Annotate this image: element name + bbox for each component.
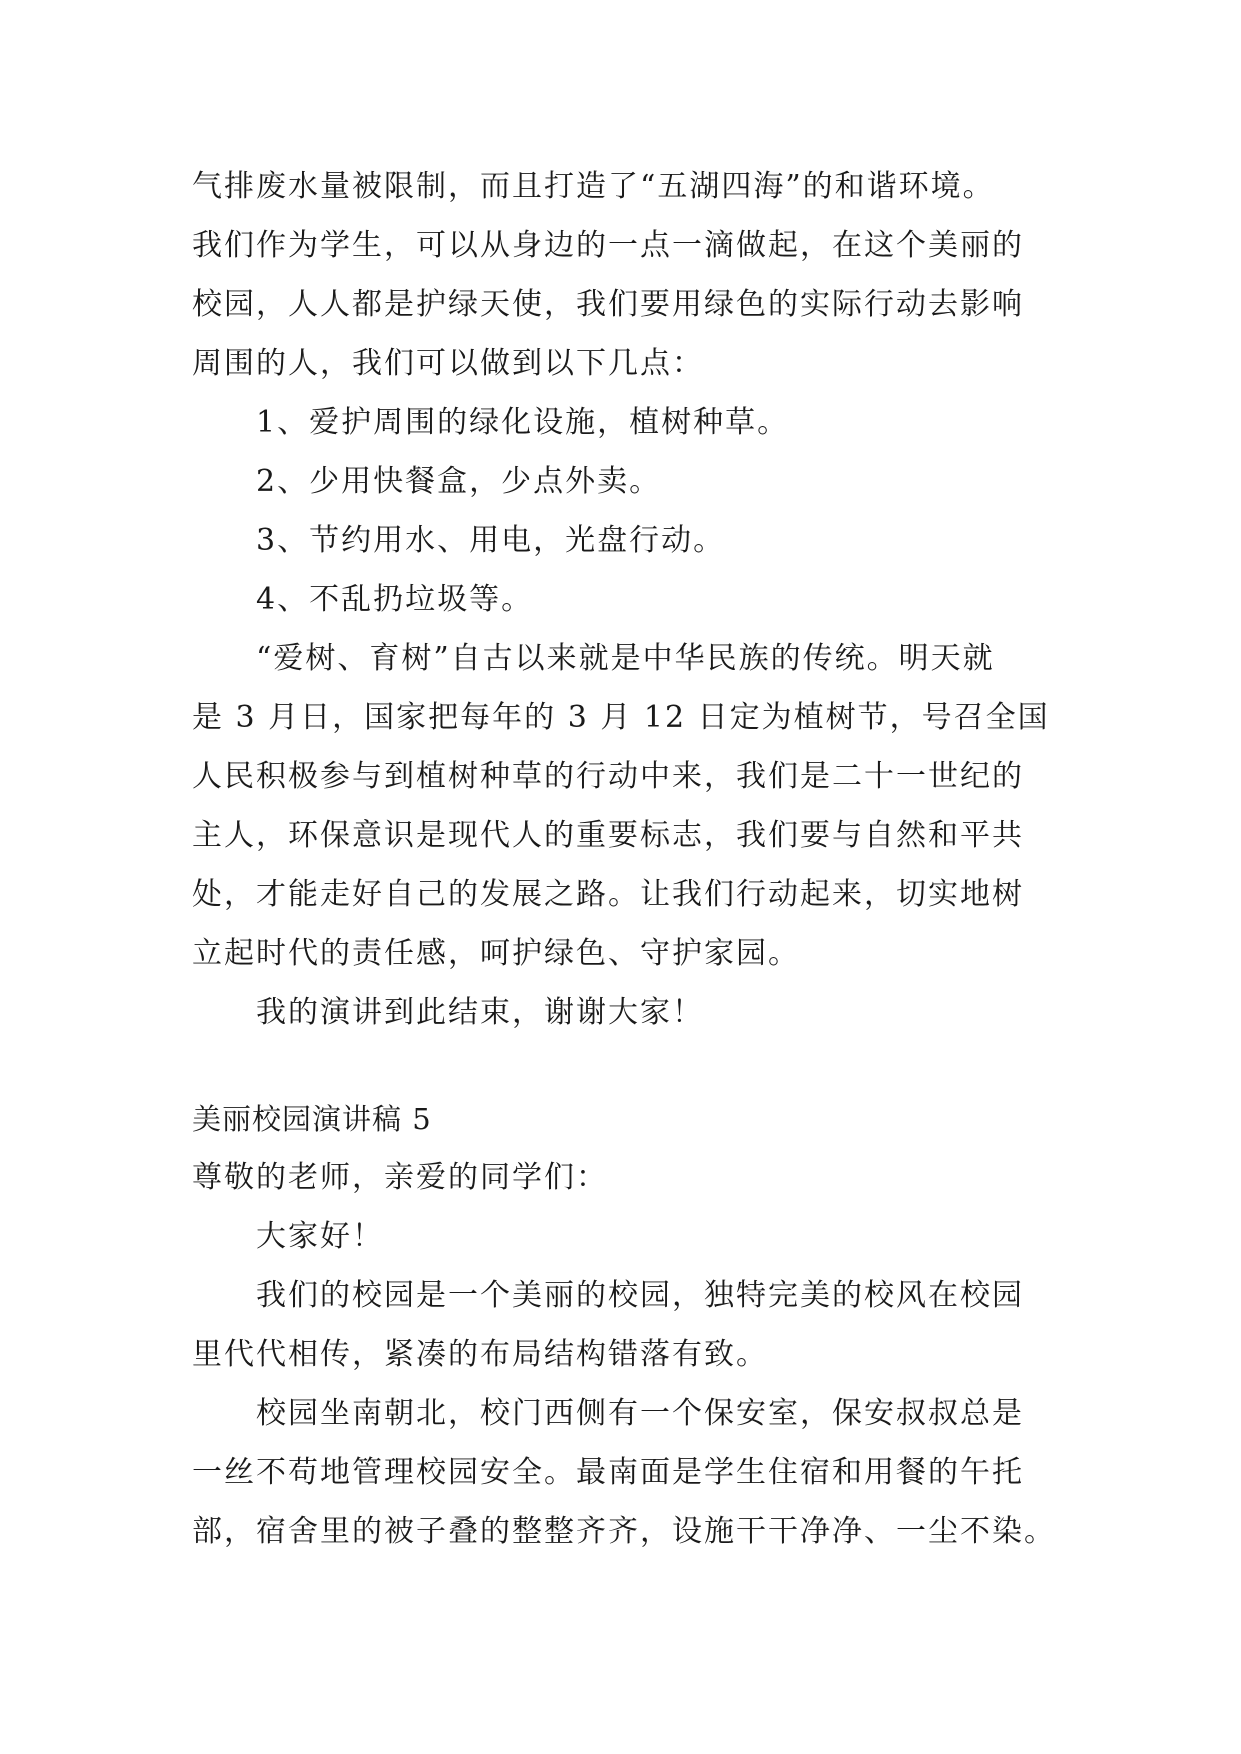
list-item: 2、少用快餐盒，少点外卖。: [256, 464, 662, 499]
text-line: 处，才能走好自己的发展之路。让我们行动起来，切实地树: [192, 877, 1024, 912]
text-line: 校园，人人都是护绿天使，我们要用绿色的实际行动去影响: [192, 287, 1024, 322]
section-title: 美丽校园演讲稿 5: [192, 1102, 432, 1136]
text-line: 部，宿舍里的被子叠的整整齐齐，设施干干净净、一尘不染。: [192, 1514, 1056, 1549]
text-line: 主人，环保意识是现代人的重要标志，我们要与自然和平共: [192, 818, 1024, 853]
text-line: 人民积极参与到植树种草的行动中来，我们是二十一世纪的: [192, 759, 1024, 794]
text-line: 是 3 月日，国家把每年的 3 月 12 日定为植树节，号召全国: [192, 700, 1050, 735]
text-line: 立起时代的责任感，呵护绿色、守护家园。: [192, 936, 800, 971]
list-item: 3、节约用水、用电，光盘行动。: [256, 523, 726, 558]
salutation: 尊敬的老师，亲爱的同学们：: [192, 1160, 608, 1195]
list-item: 1、爱护周围的绿化设施，植树种草。: [256, 405, 790, 440]
paragraph-start: “爱树、育树”自古以来就是中华民族的传统。明天就: [256, 641, 995, 676]
text-line: 气排废水量被限制，而且打造了“五湖四海”的和谐环境。: [192, 169, 995, 204]
text-line: 我们作为学生，可以从身边的一点一滴做起，在这个美丽的: [192, 228, 1024, 263]
paragraph-start: 我们的校园是一个美丽的校园，独特完美的校风在校园: [256, 1278, 1024, 1313]
greeting: 大家好！: [256, 1219, 384, 1254]
text-line: 一丝不苟地管理校园安全。最南面是学生住宿和用餐的午托: [192, 1455, 1024, 1490]
paragraph-start: 校园坐南朝北，校门西侧有一个保安室，保安叔叔总是: [256, 1396, 1024, 1431]
list-item: 4、不乱扔垃圾等。: [256, 582, 534, 617]
text-line: 周围的人，我们可以做到以下几点：: [192, 346, 704, 381]
text-line: 里代代相传，紧凑的布局结构错落有致。: [192, 1337, 768, 1372]
closing-line: 我的演讲到此结束，谢谢大家！: [256, 995, 704, 1030]
